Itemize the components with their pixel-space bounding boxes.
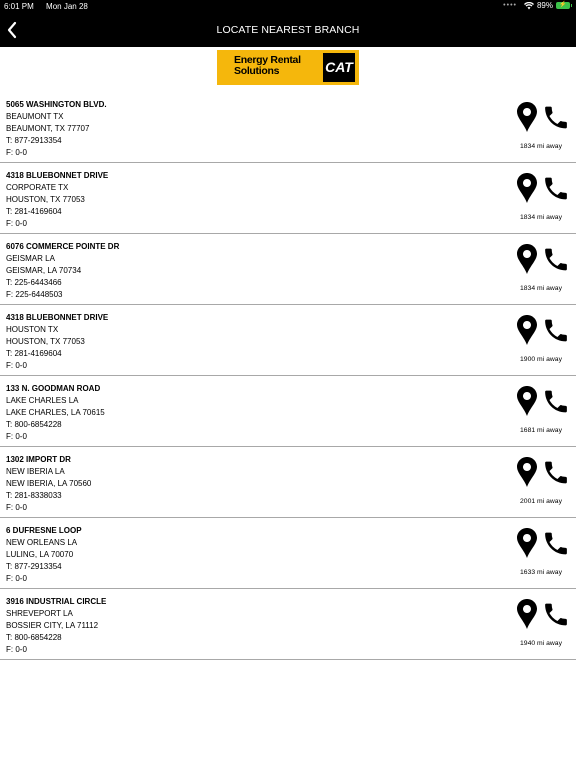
- battery-icon: ⚡: [556, 2, 570, 9]
- branch-phone-number: T: 877-2913354: [6, 562, 62, 571]
- branch-city: GEISMAR, LA 70734: [6, 266, 82, 275]
- branch-city: BOSSIER CITY, LA 71112: [6, 621, 99, 630]
- branch-fax-number: F: 225-6448503: [6, 290, 63, 299]
- branch-address-block: [6, 312, 108, 372]
- directions-button[interactable]: [517, 528, 537, 558]
- branch-name: NEW ORLEANS LA: [6, 538, 78, 547]
- branch-address-block: [6, 170, 108, 230]
- branch-name: LAKE CHARLES LA: [6, 396, 79, 405]
- branch-street: 4318 BLUEBONNET DRIVE: [6, 313, 109, 322]
- branch-row: [0, 163, 576, 234]
- call-button[interactable]: [541, 245, 571, 274]
- branch-distance: 1940 mi away: [520, 640, 562, 647]
- branch-phone-number: T: 281-8338033: [6, 491, 62, 500]
- branch-actions: [517, 386, 573, 418]
- call-button[interactable]: [541, 174, 571, 203]
- directions-button[interactable]: [517, 386, 537, 416]
- branch-address-block: [6, 99, 107, 159]
- status-date: Mon Jan 28: [46, 2, 88, 11]
- branch-street: 3916 INDUSTRIAL CIRCLE: [6, 597, 107, 606]
- branch-city: HOUSTON, TX 77053: [6, 337, 85, 346]
- cat-logo-mark: CAT: [323, 53, 355, 82]
- branch-distance: 2001 mi away: [520, 498, 562, 505]
- branch-city: LULING, LA 70070: [6, 550, 74, 559]
- branch-phone-number: T: 281-4169604: [6, 207, 62, 216]
- branch-row: [0, 234, 576, 305]
- branch-phone-number: T: 800-6854228: [6, 633, 62, 642]
- map-pin-icon: [517, 315, 537, 345]
- call-button[interactable]: [541, 600, 571, 629]
- branch-name: SHREVEPORT LA: [6, 609, 73, 618]
- branch-name: CORPORATE TX: [6, 183, 69, 192]
- directions-button[interactable]: [517, 457, 537, 487]
- navigation-bar: [0, 13, 576, 47]
- branch-name: NEW IBERIA LA: [6, 467, 65, 476]
- directions-button[interactable]: [517, 244, 537, 274]
- map-pin-icon: [517, 599, 537, 629]
- directions-button[interactable]: [517, 599, 537, 629]
- status-bar-left: [4, 2, 98, 11]
- branch-city: BEAUMONT, TX 77707: [6, 124, 90, 133]
- map-pin-icon: [517, 457, 537, 487]
- call-button[interactable]: [541, 103, 571, 132]
- branch-address-block: [6, 525, 82, 585]
- branch-row: [0, 518, 576, 589]
- branch-actions: [517, 173, 573, 205]
- branch-phone-number: T: 225-6443466: [6, 278, 62, 287]
- branch-address-block: [6, 241, 119, 301]
- branch-name: BEAUMONT TX: [6, 112, 64, 121]
- battery-percent: 89%: [536, 1, 553, 10]
- status-bar-right: [503, 1, 570, 10]
- map-pin-icon: [517, 173, 537, 203]
- branch-row: [0, 447, 576, 518]
- branch-city: HOUSTON, TX 77053: [6, 195, 85, 204]
- branch-actions: [517, 599, 573, 631]
- branch-city: NEW IBERIA, LA 70560: [6, 479, 92, 488]
- branch-city: LAKE CHARLES, LA 70615: [6, 408, 105, 417]
- branch-street: 6 DUFRESNE LOOP: [6, 526, 82, 535]
- branch-fax-number: F: 0-0: [6, 503, 27, 512]
- energy-rental-solutions-logo: [217, 50, 359, 85]
- branch-row: [0, 376, 576, 447]
- branch-actions: [517, 315, 573, 347]
- branch-phone-number: T: 877-2913354: [6, 136, 62, 145]
- branch-row: [0, 589, 576, 660]
- call-button[interactable]: [541, 458, 571, 487]
- branch-name: HOUSTON TX: [6, 325, 59, 334]
- directions-button[interactable]: [517, 102, 537, 132]
- branch-address-block: [6, 596, 106, 656]
- branch-phone-number: T: 800-6854228: [6, 420, 62, 429]
- branch-actions: [517, 528, 573, 560]
- logo-line-1: Energy Rental: [234, 54, 301, 66]
- branch-actions: [517, 102, 573, 134]
- status-bar: [0, 0, 576, 13]
- phone-icon: [541, 387, 571, 416]
- phone-icon: [541, 103, 571, 132]
- phone-icon: [541, 529, 571, 558]
- branch-distance: 1834 mi away: [520, 143, 562, 150]
- call-button[interactable]: [541, 529, 571, 558]
- map-pin-icon: [517, 386, 537, 416]
- branch-distance: 1834 mi away: [520, 285, 562, 292]
- branch-distance: 1633 mi away: [520, 569, 562, 576]
- phone-icon: [541, 316, 571, 345]
- branch-fax-number: F: 0-0: [6, 148, 27, 157]
- signal-dots-icon: ••••: [503, 2, 517, 9]
- map-pin-icon: [517, 244, 537, 274]
- branch-distance: 1834 mi away: [520, 214, 562, 221]
- branch-name: GEISMAR LA: [6, 254, 55, 263]
- branch-street: 133 N. GOODMAN ROAD: [6, 384, 101, 393]
- branch-actions: [517, 457, 573, 489]
- phone-icon: [541, 245, 571, 274]
- branch-row: [0, 305, 576, 376]
- branch-distance: 1900 mi away: [520, 356, 562, 363]
- branch-fax-number: F: 0-0: [6, 219, 27, 228]
- branch-actions: [517, 244, 573, 276]
- branch-street: 5065 WASHINGTON BLVD.: [6, 100, 107, 109]
- branch-list: [0, 92, 576, 660]
- branch-fax-number: F: 0-0: [6, 432, 27, 441]
- branch-fax-number: F: 0-0: [6, 574, 27, 583]
- call-button[interactable]: [541, 387, 571, 416]
- branch-street: 6076 COMMERCE POINTE DR: [6, 242, 120, 251]
- branch-row: [0, 92, 576, 163]
- logo-line-2: Solutions: [234, 65, 280, 77]
- branch-fax-number: F: 0-0: [6, 645, 27, 654]
- logo-text: [234, 55, 301, 77]
- phone-icon: [541, 458, 571, 487]
- wifi-icon: [524, 2, 534, 10]
- status-time: 6:01 PM: [4, 2, 34, 11]
- branch-distance: 1681 mi away: [520, 427, 562, 434]
- branch-fax-number: F: 0-0: [6, 361, 27, 370]
- phone-icon: [541, 600, 571, 629]
- branch-address-block: [6, 454, 91, 514]
- phone-icon: [541, 174, 571, 203]
- directions-button[interactable]: [517, 173, 537, 203]
- call-button[interactable]: [541, 316, 571, 345]
- directions-button[interactable]: [517, 315, 537, 345]
- branch-street: 4318 BLUEBONNET DRIVE: [6, 171, 109, 180]
- map-pin-icon: [517, 528, 537, 558]
- map-pin-icon: [517, 102, 537, 132]
- branch-address-block: [6, 383, 105, 443]
- branch-street: 1302 IMPORT DR: [6, 455, 71, 464]
- page-title: LOCATE NEAREST BRANCH: [216, 24, 360, 36]
- branch-phone-number: T: 281-4169604: [6, 349, 62, 358]
